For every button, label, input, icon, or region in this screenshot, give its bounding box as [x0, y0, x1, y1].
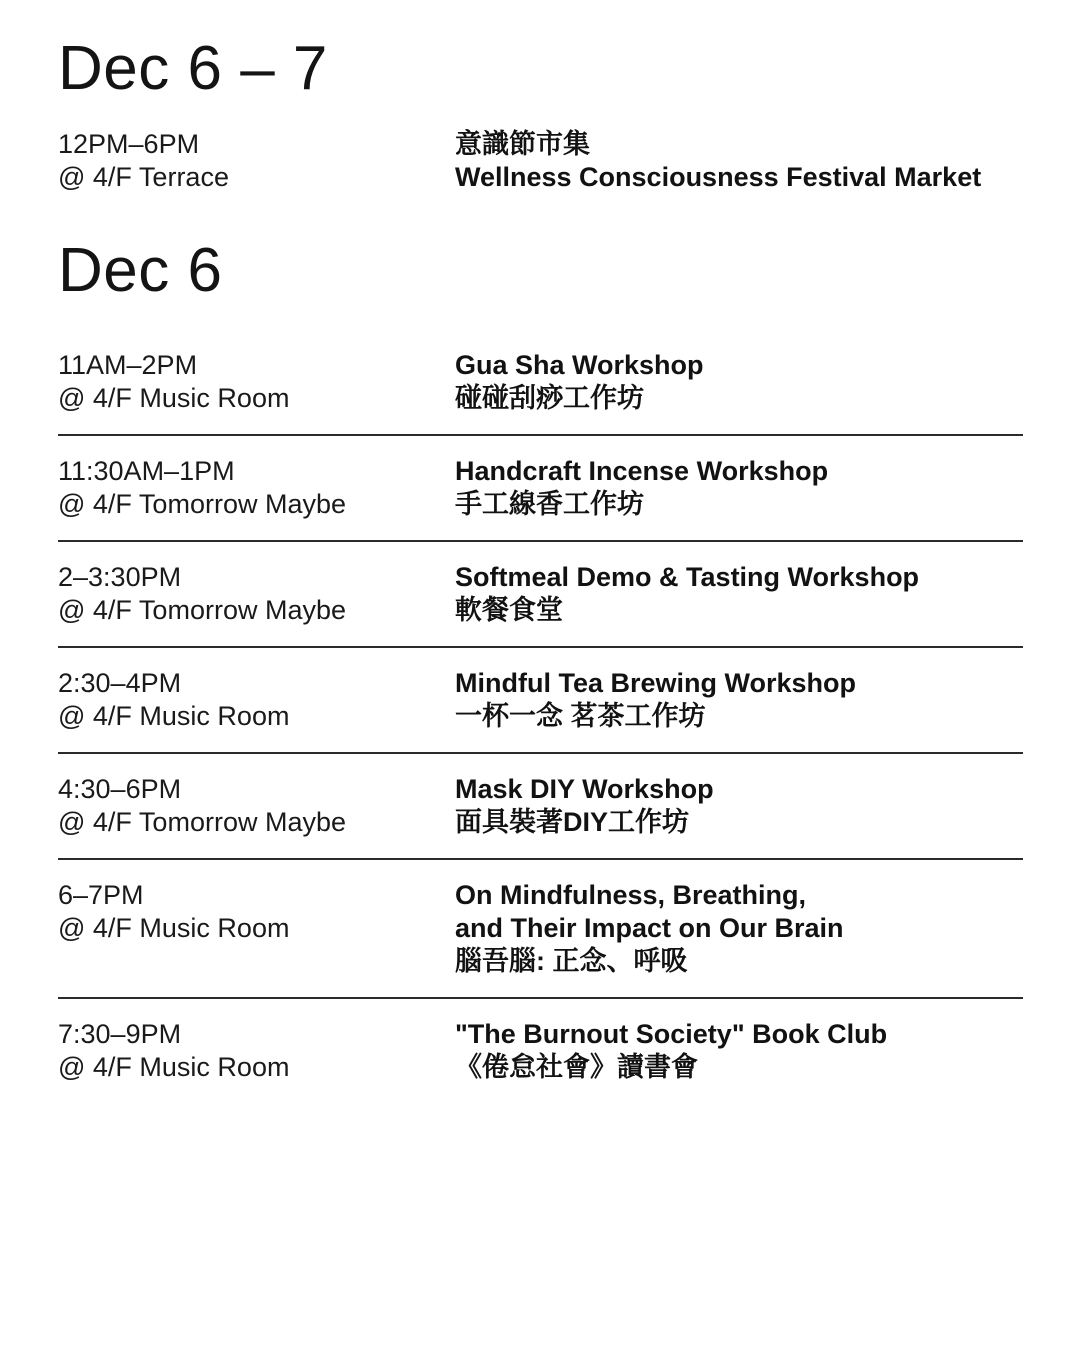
event-handcraft-incense-workshop — [58, 434, 1023, 540]
event-time: 6–7PM — [58, 879, 144, 910]
event-wellness-festival-market — [58, 128, 1023, 194]
event-title-en: Mindful Tea Brewing Workshop — [455, 667, 857, 698]
event-location: @ 4/F Music Room — [58, 700, 290, 731]
event-title-en-line-2: and Their Impact on Our Brain — [455, 912, 844, 943]
event-title-zh: 《倦怠社會》讀書會 — [455, 1051, 698, 1082]
event-title-zh: 面具裝著DIY工作坊 — [455, 806, 690, 837]
event-title — [455, 561, 1023, 627]
event-location: @ 4/F Music Room — [58, 1051, 290, 1082]
event-location: @ 4/F Tomorrow Maybe — [58, 594, 346, 625]
event-title-zh: 手工線香工作坊 — [455, 488, 644, 519]
event-title-en: "The Burnout Society" Book Club — [455, 1018, 888, 1049]
event-time: 4:30–6PM — [58, 773, 182, 804]
event-title-en: Gua Sha Workshop — [455, 349, 704, 380]
event-title — [455, 667, 1023, 733]
event-when-where — [58, 561, 455, 627]
event-location: @ 4/F Tomorrow Maybe — [58, 806, 346, 837]
event-title-zh: 腦吾腦: 正念、呼吸 — [455, 945, 688, 976]
event-when-where — [58, 667, 455, 733]
event-title — [455, 773, 1023, 839]
event-when-where — [58, 773, 455, 839]
event-when-where — [58, 128, 455, 194]
event-time: 11:30AM–1PM — [58, 455, 235, 486]
section-heading-dec-6: Dec 6 — [58, 236, 223, 306]
event-title-en: Mask DIY Workshop — [455, 773, 714, 804]
event-title-en: Wellness Consciousness Festival Market — [455, 162, 982, 193]
event-time: 2–3:30PM — [58, 561, 182, 592]
event-title-zh: 軟餐食堂 — [455, 594, 563, 625]
event-gua-sha-workshop — [58, 330, 1023, 434]
event-time: 11AM–2PM — [58, 349, 198, 380]
event-when-where — [58, 455, 455, 521]
event-location: @ 4/F Music Room — [58, 912, 290, 943]
event-when-where — [58, 349, 455, 415]
event-location: @ 4/F Music Room — [58, 382, 290, 413]
event-when-where — [58, 1018, 455, 1084]
event-title-en: Handcraft Incense Workshop — [455, 455, 829, 486]
event-when-where — [58, 879, 455, 945]
event-title-zh: 碰碰刮痧工作坊 — [455, 382, 644, 413]
event-title — [455, 455, 1023, 521]
event-title-en-line-1: On Mindfulness, Breathing, — [455, 879, 807, 910]
event-softmeal-demo-tasting — [58, 540, 1023, 646]
event-list — [58, 330, 1023, 1103]
event-mask-diy-workshop — [58, 752, 1023, 858]
event-on-mindfulness-breathing — [58, 858, 1023, 997]
event-location: @ 4/F Tomorrow Maybe — [58, 488, 346, 519]
event-time: 7:30–9PM — [58, 1018, 182, 1049]
event-title — [455, 1018, 1023, 1084]
event-title-zh: 一杯一念 茗茶工作坊 — [455, 700, 706, 731]
event-title-en: Softmeal Demo & Tasting Workshop — [455, 561, 920, 592]
event-title — [455, 879, 1023, 978]
event-location: @ 4/F Terrace — [58, 162, 229, 193]
event-time: 12PM–6PM — [58, 129, 200, 160]
event-burnout-society-book-club — [58, 997, 1023, 1103]
section-heading-dec-6-7: Dec 6 – 7 — [58, 34, 328, 103]
event-title-zh: 意識節市集 — [455, 129, 590, 160]
event-title — [455, 349, 1023, 415]
event-mindful-tea-brewing — [58, 646, 1023, 752]
event-time: 2:30–4PM — [58, 667, 182, 698]
event-title — [455, 128, 1023, 194]
